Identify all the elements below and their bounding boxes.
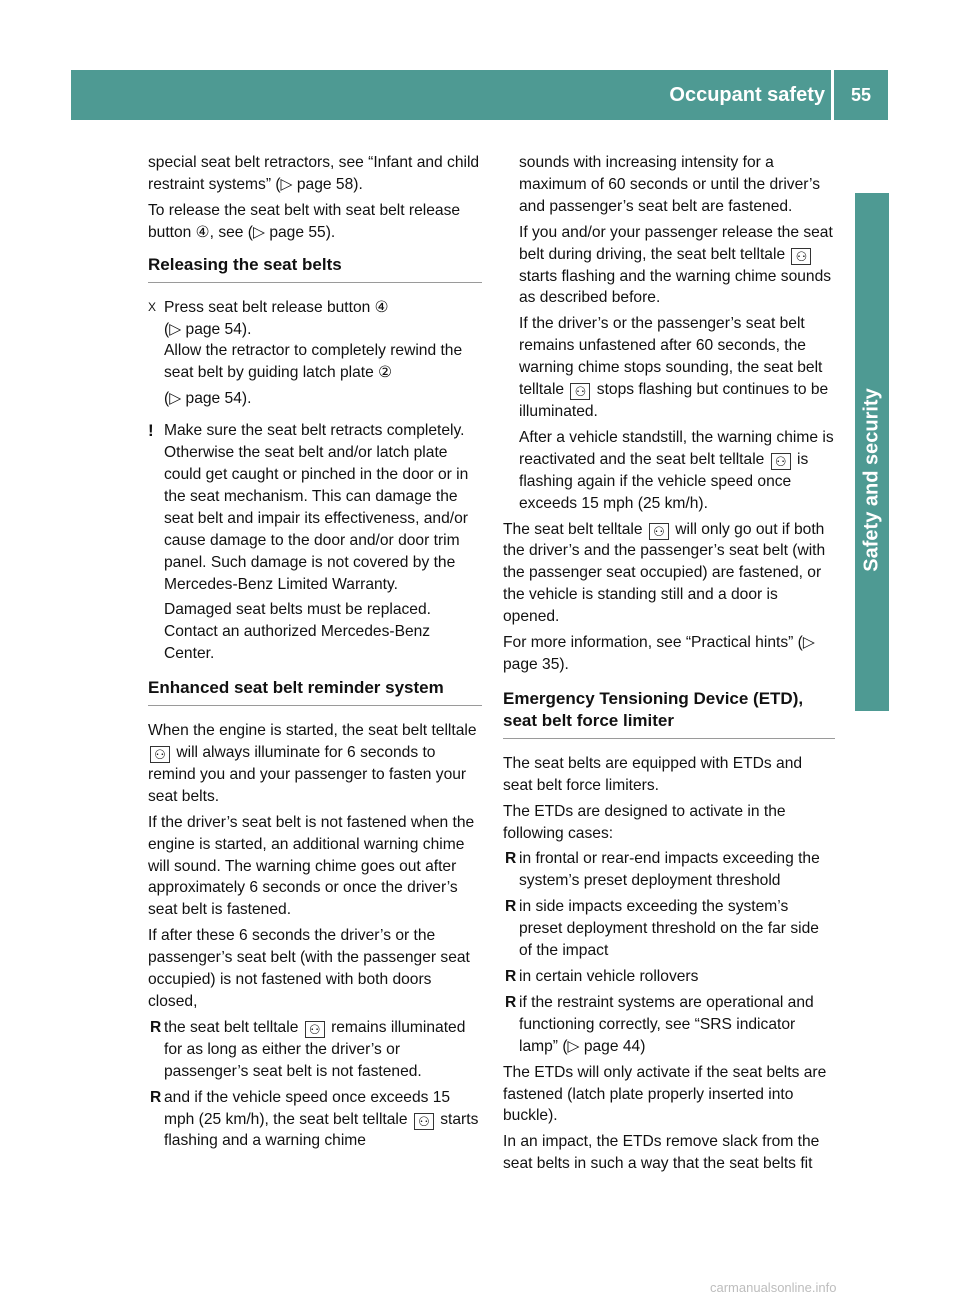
seatbelt-telltale-icon: ⚇ (150, 746, 170, 763)
seatbelt-telltale-icon: ⚇ (791, 248, 811, 265)
paragraph: For more information, see “Practical hints” (▷ page 35). (503, 634, 815, 673)
seatbelt-telltale-icon: ⚇ (570, 383, 590, 400)
side-tab-label: Safety and security (860, 388, 883, 572)
list-item (148, 1017, 482, 1083)
paragraph: If after these 6 seconds the driver’s or the passenger’s seat belt (with the passenger seat occupied) is not fastened with both doors closed, (148, 927, 470, 1010)
text: in frontal or rear-end impacts exceeding the system’s preset deployment threshold (519, 850, 820, 890)
warning-text: Make sure the seat belt retracts completely. Otherwise the seat belt and/or latch plate could get caught or pinched in the door or in the seat mechanism. This can damage the seat belt and impair its effectiveness, and/or cause damage to the door and/or door trim panel. Such damage is not covered by the Mercedes-Benz Limited Warranty. (164, 422, 469, 593)
instruction-step (148, 297, 482, 411)
seatbelt-telltale-icon: ⚇ (771, 453, 791, 470)
bullet-icon: R (150, 1088, 162, 1106)
section-heading: Releasing the seat belts (148, 254, 482, 283)
text: The seat belt telltale (503, 520, 643, 538)
paragraph: The seat belts are equipped with ETDs and seat belt force limiters. (503, 754, 803, 794)
text: the seat belt telltale (164, 1018, 299, 1036)
seatbelt-telltale-icon: ⚇ (414, 1113, 434, 1130)
list-item (503, 992, 835, 1058)
bullet-icon: R (505, 898, 517, 916)
step-arrow-icon: X (148, 299, 157, 314)
section-heading: Enhanced seat belt reminder system (148, 677, 482, 706)
paragraph: The ETDs are designed to activate in the following cases: (503, 802, 786, 842)
warning-text: Damaged seat belts must be replaced. Contact an authorized Mercedes-Benz Center. (164, 601, 431, 663)
section-heading: Emergency Tensioning Device (ETD), seat belt force limiter (503, 688, 835, 739)
paragraph: In an impact, the ETDs remove slack from the seat belts in such a way that the seat belts fit (503, 1133, 820, 1173)
seatbelt-telltale-icon: ⚇ (649, 523, 669, 540)
text: stops flashing but continues to be illuminated. (519, 381, 829, 420)
warning-icon: ! (148, 421, 154, 441)
list-item (503, 966, 835, 988)
paragraph (503, 313, 835, 423)
bullet-icon: R (505, 968, 517, 985)
warning-note (148, 420, 482, 665)
left-column (148, 152, 482, 1156)
paragraph: The ETDs will only activate if the seat belts are fastened (latch plate properly inserted into buckle). (503, 1063, 827, 1125)
watermark: carmanualsonline.info (710, 1280, 837, 1295)
right-column (503, 152, 835, 1179)
text: If the driver’s or the passenger’s seat belt remains unfastened after 60 seconds, the warning chime stops sounding, the seat belt telltale (519, 315, 823, 399)
text: remains illuminated for as long as either the driver’s or passenger’s seat belt is not fastened. (164, 1018, 466, 1080)
bullet-icon: R (150, 1018, 162, 1036)
side-tab-marker (855, 193, 889, 251)
text: in side impacts exceeding the system’s preset deployment threshold on the far side of the impact (519, 898, 819, 960)
bullet-icon: R (505, 993, 517, 1011)
text: starts flashing and the warning chime sounds as described before. (519, 267, 832, 307)
step-text: Press seat belt release button ④ (164, 298, 389, 316)
step-text: Allow the retractor to completely rewind the seat belt by guiding latch plate ② (164, 342, 463, 382)
text: if the restraint systems are operational and functioning correctly, see “SRS indicator lamp” (▷ page 44) (519, 993, 814, 1055)
page-number: 55 (834, 70, 888, 120)
bullet-icon: R (505, 850, 517, 868)
text: in certain vehicle rollovers (519, 968, 699, 985)
paragraph (503, 519, 835, 629)
paragraph: To release the seat belt with seat belt release button ④, see (▷ page 55). (148, 201, 461, 241)
paragraph: special seat belt retractors, see “Infant and child restraint systems” (▷ page 58). (148, 154, 480, 193)
text: will only go out if both the driver’s and the passenger’s seat belt (with the passenger seat occupied) are fastened, or the vehicle is standing still and a door is opened. (503, 520, 826, 626)
text: will always illuminate for 6 seconds to remind you and your passenger to fasten your seat belts. (148, 744, 467, 805)
list-item (503, 896, 835, 962)
text: If you and/or your passenger release the seat belt during driving, the seat belt telltale (519, 223, 833, 263)
text: starts flashing and a warning chime (164, 1110, 479, 1150)
paragraph (503, 427, 835, 515)
text: and if the vehicle speed once exceeds 15 mph (25 km/h), the seat belt telltale (164, 1088, 451, 1128)
paragraph (148, 720, 482, 808)
paragraph: If the driver’s seat belt is not fastened when the engine is started, an additional warning chime will sound. The warning chime goes out after approximately 6 seconds or once the driver’s seat belt is fastened. (148, 813, 475, 919)
text: is flashing again if the vehicle speed once exceeds 15 mph (25 km/h). (519, 450, 809, 512)
paragraph: sounds with increasing intensity for a maximum of 60 seconds or until the driver’s and passenger’s seat belt are fastened. (519, 154, 821, 215)
page-title: Occupant safety (669, 83, 825, 106)
step-text: (▷ page 54). (164, 390, 252, 408)
list-item (148, 1087, 482, 1153)
list-item (503, 848, 835, 892)
paragraph (503, 222, 835, 310)
step-text: (▷ page 54). (164, 320, 252, 338)
text: After a vehicle standstill, the warning chime is reactivated and the seat belt telltale (519, 428, 834, 468)
seatbelt-telltale-icon: ⚇ (305, 1021, 325, 1038)
text: When the engine is started, the seat belt telltale (148, 722, 477, 740)
